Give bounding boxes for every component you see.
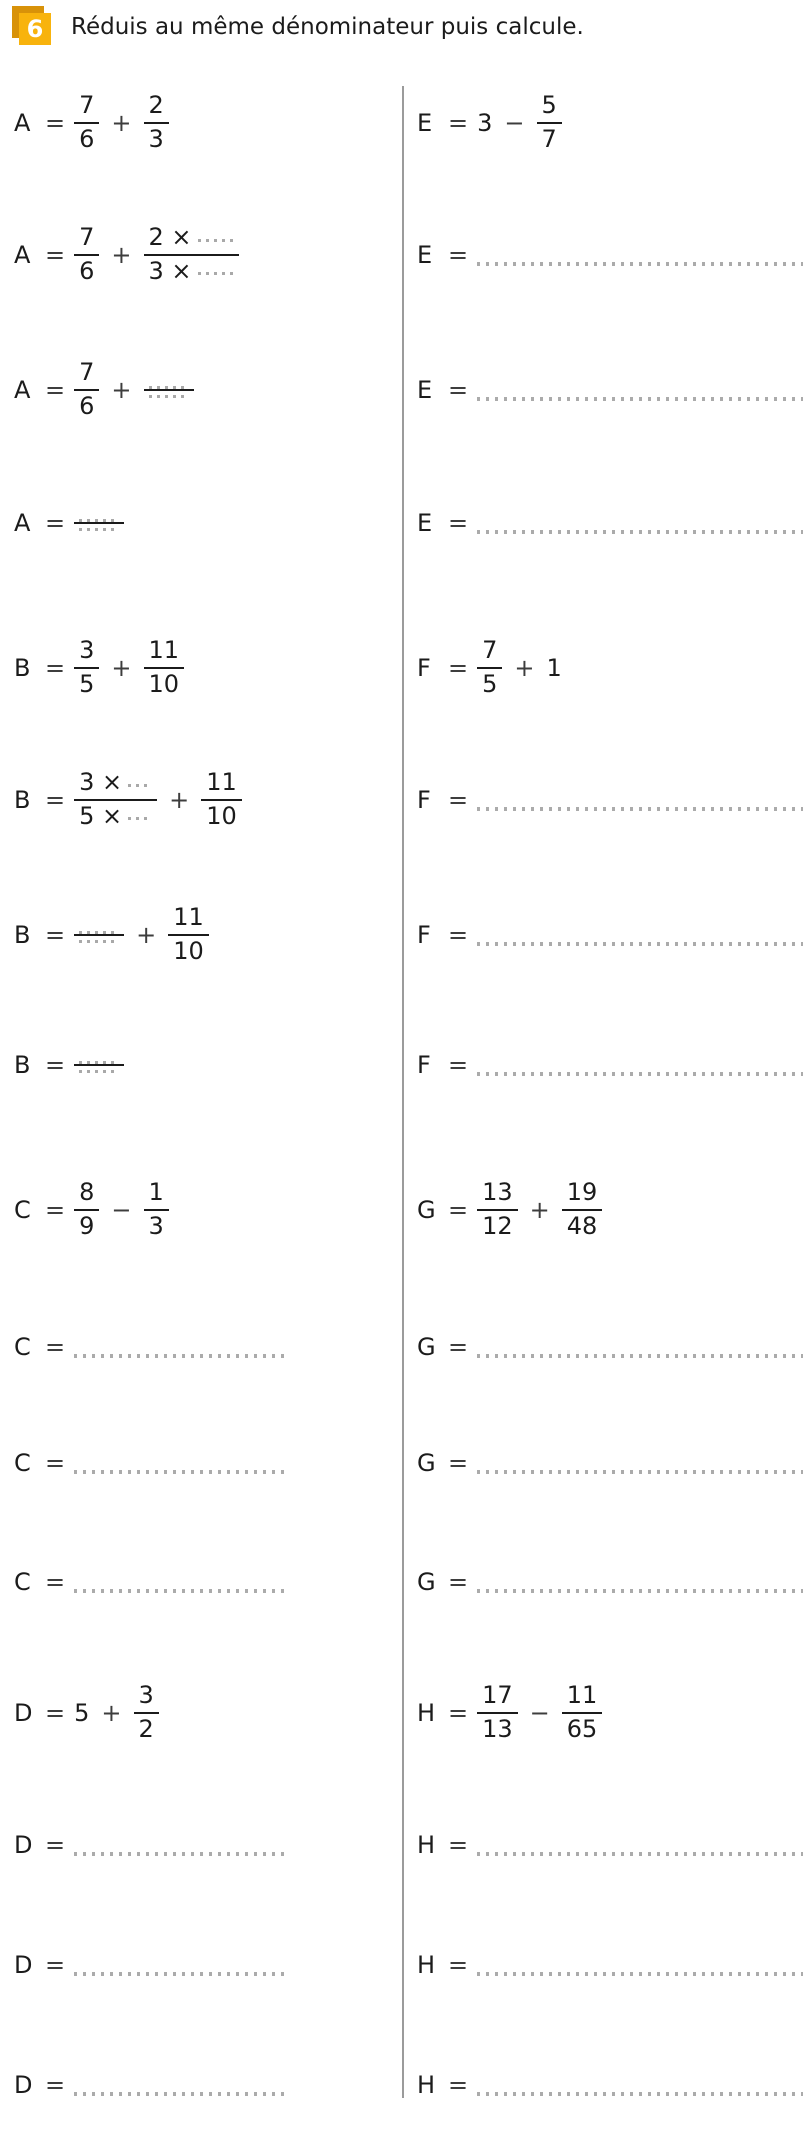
equation-row-H-3 [417,1900,803,2030]
math-text: 3 [148,125,164,153]
equation-row-F-3 [417,870,803,1000]
answer-dots [198,272,234,275]
equation-row-G-2 [417,1282,803,1412]
equation-row-H-4 [417,2020,803,2150]
operator: + [136,921,157,949]
equation-row-A-1 [14,58,169,188]
equation-label: G [417,1333,436,1361]
numerator [144,222,239,254]
equation-row-E-4 [417,458,803,588]
equals-sign: = [45,654,66,682]
equation-label: B [14,786,31,814]
answer-line [477,262,803,266]
equation-label: D [14,1831,33,1859]
numerator [144,635,185,667]
fraction [74,515,124,531]
equation-row-F-1 [417,603,562,733]
badge-number: 6 [26,15,44,43]
numerator [477,1680,518,1712]
equation-label: H [417,1831,436,1859]
answer-line [477,397,803,401]
numerator [74,767,157,799]
operator: + [111,654,132,682]
answer-line [74,1354,289,1358]
equation-row-C-2 [14,1282,289,1412]
equals-sign: = [45,241,66,269]
denominator [74,1211,99,1243]
equals-sign: = [448,786,469,814]
numerator [144,382,194,389]
equation-row-E-2 [417,190,803,320]
math-text: 5 [541,91,557,120]
equation-label: E [417,109,433,137]
equation-row-A-3 [14,325,194,455]
numerator [144,1177,169,1209]
equals-sign: = [45,1196,66,1224]
answer-dots [128,817,152,820]
equation-row-D-2 [14,1780,289,1910]
fraction [74,767,157,832]
numerator [74,1057,124,1064]
equation-label: H [417,1951,436,1979]
denominator [74,256,99,288]
denominator [477,669,502,701]
equation-row-C-3 [14,1398,289,1528]
numerator [74,515,124,522]
equation-label: G [417,1449,436,1477]
equation-label: F [417,1051,431,1079]
math-text: 6 [79,392,95,420]
math-text: 11 [148,636,180,665]
answer-dots [79,528,119,531]
equals-sign: = [448,1196,469,1224]
fraction [74,90,99,155]
fraction [74,927,124,943]
equation-label: D [14,2071,33,2099]
math-text: 11 [206,768,237,797]
equation-label: B [14,654,31,682]
math-text: 11 [173,903,204,932]
fraction [74,222,99,287]
math-text: 7 [541,125,557,153]
equals-sign: = [448,654,469,682]
fraction [201,767,242,832]
math-text: 5 [74,1699,90,1727]
numerator [477,1177,518,1209]
math-text: 10 [148,670,180,698]
denominator [74,124,99,156]
answer-dots [79,1070,119,1073]
equals-sign: = [45,509,66,537]
math-text: 12 [482,1212,513,1240]
operator: + [101,1699,122,1727]
math-text: 11 [566,1681,598,1710]
operator: + [111,109,132,137]
numerator [201,767,242,799]
math-text: 2 [148,91,164,120]
answer-line [477,942,803,946]
math-text: 5 [482,670,498,698]
numerator [562,1680,603,1712]
equation-label: B [14,1051,31,1079]
equation-label: A [14,241,31,269]
fraction [144,1177,169,1242]
fraction [562,1177,603,1242]
denominator [168,936,209,968]
equation-label: E [417,376,433,404]
fraction [477,1177,518,1242]
equation-label: H [417,2071,436,2099]
equals-sign: = [448,2071,469,2099]
equation-label: F [417,786,431,814]
equals-sign: = [448,1699,469,1727]
equals-sign: = [45,1051,66,1079]
denominator [477,1714,518,1746]
operator: + [514,654,535,682]
equation-row-E-3 [417,325,803,455]
equals-sign: = [448,1051,469,1079]
answer-dots [198,239,234,242]
operator: − [111,1196,132,1224]
answer-line [74,1589,289,1593]
equals-sign: = [45,109,66,137]
answer-line [477,1589,803,1593]
answer-line [477,530,803,534]
equation-label: G [417,1196,436,1224]
answer-line [477,1354,803,1358]
denominator [562,1211,603,1243]
equation-row-C-4 [14,1517,289,1647]
equals-sign: = [448,1951,469,1979]
fraction [144,382,194,398]
equals-sign: = [448,109,469,137]
math-text: 3 [477,109,493,137]
math-text: 3 [79,636,95,665]
equation-label: A [14,109,31,137]
equation-row-F-2 [417,735,803,865]
answer-line [74,1470,289,1474]
answer-dots [79,931,119,934]
answer-dots [128,784,152,787]
equation-row-D-1 [14,1648,159,1778]
denominator [477,1211,518,1243]
answer-line [74,2092,289,2096]
equation-row-C-1 [14,1145,169,1275]
equals-sign: = [45,786,66,814]
equation-row-B-3 [14,870,209,1000]
math-text: 2 × [148,223,192,252]
equation-label: C [14,1449,31,1477]
equation-row-E-1 [417,58,562,188]
answer-line [477,1072,803,1076]
equals-sign: = [448,1831,469,1859]
numerator [74,222,99,254]
fraction [537,90,562,155]
exercise-title: Réduis au même dénominateur puis calcule. [71,14,584,40]
fraction [134,1680,159,1745]
numerator [74,635,99,667]
fraction [144,222,239,287]
answer-line [477,1470,803,1474]
equals-sign: = [45,2071,66,2099]
fraction [74,1057,124,1073]
equation-row-F-4 [417,1000,803,1130]
operator: + [169,786,190,814]
answer-line [477,807,803,811]
numerator [562,1177,603,1209]
equals-sign: = [448,376,469,404]
math-text: 1 [148,1178,164,1207]
equals-sign: = [45,1699,66,1727]
equals-sign: = [45,921,66,949]
operator: − [529,1699,550,1727]
math-text: 3 [138,1681,154,1710]
equation-label: A [14,376,31,404]
denominator [74,391,99,423]
equation-label: E [417,241,433,269]
equation-label: C [14,1196,31,1224]
equation-row-A-4 [14,458,124,588]
equals-sign: = [45,1333,66,1361]
equation-row-A-2 [14,190,239,320]
answer-line [74,1852,289,1856]
numerator [144,90,169,122]
equation-label: D [14,1699,33,1727]
denominator [74,669,99,701]
equals-sign: = [45,376,66,404]
equation-label: C [14,1333,31,1361]
equals-sign: = [448,509,469,537]
fraction [477,1680,518,1745]
operator: + [111,241,132,269]
answer-line [477,2092,803,2096]
equation-row-D-3 [14,1900,289,2030]
equation-row-B-1 [14,603,184,733]
equation-label: E [417,509,433,537]
numerator [74,357,99,389]
math-text: 1 [546,654,562,682]
denominator [74,1066,124,1073]
equals-sign: = [448,1333,469,1361]
answer-dots [79,519,119,522]
left-rows [14,0,394,2146]
math-text: 7 [79,91,95,120]
math-text: 7 [79,223,95,252]
numerator [477,635,502,667]
math-text: 3 × [79,768,123,797]
numerator [74,1177,99,1209]
math-text: 13 [482,1178,513,1207]
denominator [144,256,239,288]
equation-row-G-1 [417,1145,602,1275]
denominator [74,801,157,833]
fraction [562,1680,603,1745]
operator: + [111,376,132,404]
math-text: 65 [566,1715,598,1743]
denominator [74,936,124,943]
fraction [144,90,169,155]
equation-label: B [14,921,31,949]
denominator [74,524,124,531]
operator: + [529,1196,550,1224]
numerator [134,1680,159,1712]
answer-dots [79,940,119,943]
answer-line [74,1972,289,1976]
answer-dots [149,395,189,398]
equation-label: G [417,1568,436,1596]
math-text: 5 × [79,802,123,830]
fraction [168,902,209,967]
denominator [201,801,242,833]
answer-line [477,1852,803,1856]
equation-label: D [14,1951,33,1979]
equals-sign: = [448,1568,469,1596]
fraction [144,635,185,700]
math-text: 6 [79,125,95,153]
column-divider [402,86,404,2098]
math-text: 5 [79,670,95,698]
math-text: 17 [482,1681,513,1710]
equals-sign: = [45,1449,66,1477]
numerator [74,90,99,122]
denominator [134,1714,159,1746]
operator: − [504,109,525,137]
equation-row-G-3 [417,1398,803,1528]
answer-dots [79,1061,119,1064]
equals-sign: = [448,1449,469,1477]
denominator [144,124,169,156]
fraction [74,357,99,422]
equation-row-B-4 [14,1000,124,1130]
math-text: 13 [482,1715,513,1743]
equation-label: F [417,921,431,949]
fraction [477,635,502,700]
equation-label: F [417,654,431,682]
equals-sign: = [448,921,469,949]
math-text: 7 [79,358,95,387]
fraction [74,635,99,700]
denominator [537,124,562,156]
denominator [562,1714,603,1746]
math-text: 48 [566,1212,598,1240]
math-text: 3 × [148,257,192,285]
equals-sign: = [45,1951,66,1979]
numerator [74,927,124,934]
equation-row-H-1 [417,1648,602,1778]
equation-row-B-2 [14,735,242,865]
equals-sign: = [45,1831,66,1859]
answer-line [477,1972,803,1976]
equation-row-D-4 [14,2020,289,2150]
equals-sign: = [448,241,469,269]
math-text: 9 [79,1212,95,1240]
equals-sign: = [45,1568,66,1596]
math-text: 10 [206,802,237,830]
answer-dots [149,386,189,389]
equation-row-G-4 [417,1517,803,1647]
denominator [144,1211,169,1243]
equation-label: A [14,509,31,537]
math-text: 6 [79,257,95,285]
math-text: 7 [482,636,498,665]
math-text: 10 [173,937,204,965]
fraction [74,1177,99,1242]
math-text: 19 [566,1178,598,1207]
math-text: 3 [148,1212,164,1240]
numerator [168,902,209,934]
math-text: 8 [79,1178,95,1207]
numerator [537,90,562,122]
right-rows [417,0,803,2146]
denominator [144,669,185,701]
math-text: 2 [138,1715,154,1743]
denominator [144,391,194,398]
equation-label: H [417,1699,436,1727]
equation-row-H-2 [417,1780,803,1910]
equation-label: C [14,1568,31,1596]
